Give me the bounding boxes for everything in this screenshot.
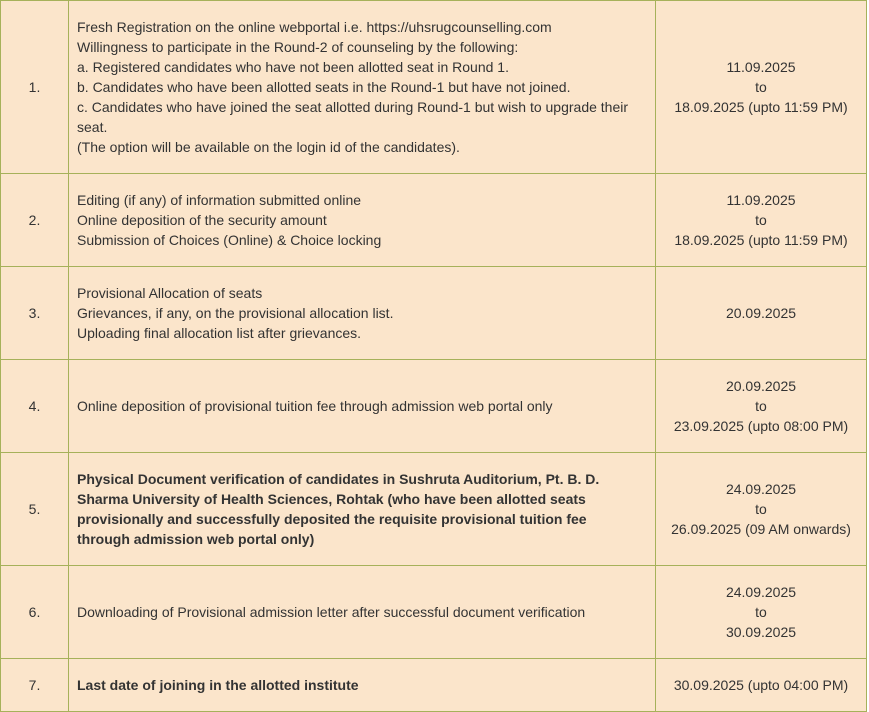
date-cell xyxy=(656,1,867,174)
activity-line: Provisional Allocation of seats xyxy=(77,285,263,301)
serial-number: 7. xyxy=(1,659,69,712)
activity-line: through admission web portal only) xyxy=(77,531,315,547)
activity-line: Editing (if any) of information submitted online xyxy=(77,192,362,208)
activity-line: Submission of Choices (Online) & Choice locking xyxy=(77,232,382,248)
serial-number: 6. xyxy=(1,566,69,659)
activity-line: Downloading of Provisional admission letter after successful document verification xyxy=(77,604,586,620)
date-cell xyxy=(656,659,867,712)
table-row xyxy=(1,267,867,360)
table-row xyxy=(1,174,867,267)
date-line: 18.09.2025 (upto 11:59 PM) xyxy=(674,232,848,248)
table-row xyxy=(1,659,867,712)
activity-cell xyxy=(69,453,656,566)
serial-number: 1. xyxy=(1,1,69,174)
date-line: 26.09.2025 (09 AM onwards) xyxy=(671,521,851,537)
activity-cell xyxy=(69,1,656,174)
date-line: 20.09.2025 xyxy=(725,305,797,321)
table-row xyxy=(1,1,867,174)
date-line: to xyxy=(755,79,767,95)
date-cell xyxy=(656,453,867,566)
activity-line: Willingness to participate in the Round-2 of counseling by the following: xyxy=(77,39,519,55)
date-line: to xyxy=(755,501,767,517)
activity-cell xyxy=(69,360,656,453)
date-line: 23.09.2025 (upto 08:00 PM) xyxy=(673,418,849,434)
activity-line: b. Candidates who have been allotted seats in the Round-1 but have not joined. xyxy=(77,79,571,95)
serial-number: 2. xyxy=(1,174,69,267)
activity-cell xyxy=(69,174,656,267)
date-cell xyxy=(656,174,867,267)
date-line: 24.09.2025 xyxy=(725,584,797,600)
activity-line: provisionally and successfully deposited the requisite provisional tuition fee xyxy=(77,511,587,527)
activity-line: Physical Document verification of candidates in Sushruta Auditorium, Pt. B. D. xyxy=(77,471,600,487)
serial-number: 4. xyxy=(1,360,69,453)
date-line: 20.09.2025 xyxy=(725,378,797,394)
schedule-body xyxy=(1,1,867,712)
table-row xyxy=(1,360,867,453)
activity-cell xyxy=(69,566,656,659)
activity-line: Fresh Registration on the online webportal i.e. https://uhsrugcounselling.com xyxy=(77,19,552,35)
date-line: 30.09.2025 (upto 04:00 PM) xyxy=(673,677,849,693)
activity-cell xyxy=(69,659,656,712)
activity-line: c. Candidates who have joined the seat allotted during Round-1 but wish to upgrade their xyxy=(77,99,629,115)
activity-line: Grievances, if any, on the provisional allocation list. xyxy=(77,305,394,321)
activity-line: Uploading final allocation list after grievances. xyxy=(77,325,362,341)
table-row xyxy=(1,566,867,659)
serial-number: 3. xyxy=(1,267,69,360)
activity-line: a. Registered candidates who have not been allotted seat in Round 1. xyxy=(77,59,509,75)
activity-line: (The option will be available on the login id of the candidates). xyxy=(77,139,460,155)
date-line: 11.09.2025 xyxy=(726,192,796,208)
date-line: 30.09.2025 xyxy=(725,624,797,640)
activity-line: Online deposition of the security amount xyxy=(77,212,327,228)
activity-line: Online deposition of provisional tuition fee through admission web portal only xyxy=(77,398,553,414)
date-line: 18.09.2025 (upto 11:59 PM) xyxy=(674,99,848,115)
table-row xyxy=(1,453,867,566)
activity-line: Last date of joining in the allotted institute xyxy=(77,677,359,693)
date-line: to xyxy=(755,604,767,620)
date-line: 24.09.2025 xyxy=(725,481,797,497)
activity-cell xyxy=(69,267,656,360)
date-cell xyxy=(656,360,867,453)
activity-line: Sharma University of Health Sciences, Rohtak (who have been allotted seats xyxy=(77,491,586,507)
serial-number: 5. xyxy=(1,453,69,566)
date-line: to xyxy=(755,212,767,228)
activity-line: seat. xyxy=(77,119,108,135)
date-line: to xyxy=(755,398,767,414)
date-line: 11.09.2025 xyxy=(726,59,796,75)
date-cell xyxy=(656,267,867,360)
date-cell xyxy=(656,566,867,659)
